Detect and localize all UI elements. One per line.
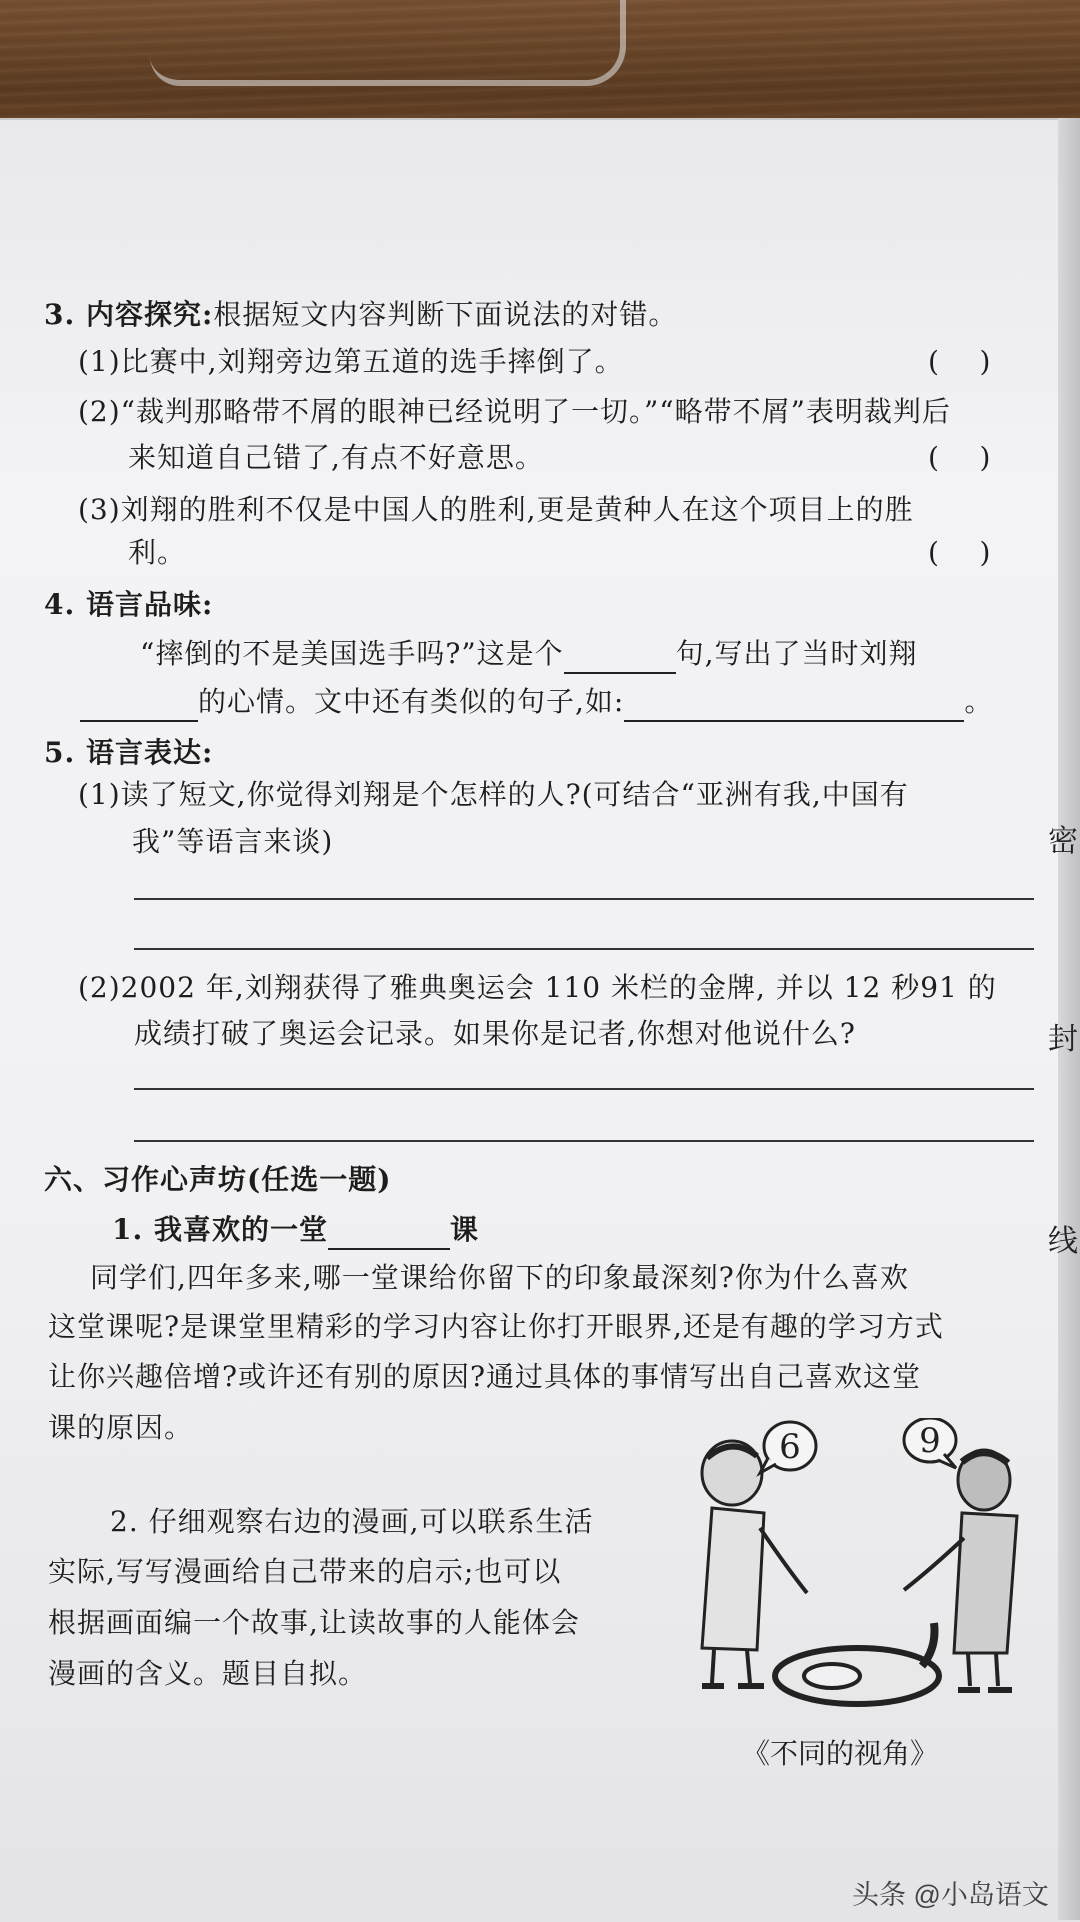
q3-item3-line2: 利。: [128, 536, 187, 569]
q4-blank-sentence-type[interactable]: [564, 642, 676, 674]
q3-item1-line1: (1)比赛中,刘翔旁边第五道的选手摔倒了。: [78, 345, 624, 378]
topic1-text-line4: 课的原因。: [48, 1411, 194, 1444]
comic-ground-number: [775, 1623, 939, 1704]
q3-item2-answer[interactable]: ( ): [928, 441, 992, 474]
q3-item2-line2: 来知道自己错了,有点不好意思。: [128, 441, 544, 474]
section6-topic1-title: [112, 1210, 479, 1250]
topic2-text-line1: 2. 仔细观察右边的漫画,可以联系生活: [110, 1505, 594, 1538]
q5-item2-answer-line-2[interactable]: [134, 1140, 1034, 1142]
q3-item1-answer[interactable]: ( ): [928, 345, 992, 378]
comic-left-person: [702, 1441, 807, 1686]
q3-item2-line1: (2)“裁判那略带不屑的眼神已经说明了一切。”“略带不屑”表明裁判后: [78, 395, 951, 428]
q5-item2-line2: 成绩打破了奥运会记录。如果你是记者,你想对他说什么?: [134, 1017, 856, 1050]
q5-title: 5. 语言表达:: [44, 736, 214, 769]
q3-prompt: 根据短文内容判断下面说法的对错。: [213, 298, 678, 331]
topic2-text-line2: 实际,写写漫画给自己带来的启示;也可以: [48, 1555, 562, 1588]
q3-item3-answer[interactable]: ( ): [928, 536, 992, 569]
topic2-text-line3: 根据画面编一个故事,让读故事的人能体会: [48, 1606, 580, 1639]
topic1-title-text-a: 1. 我喜欢的一堂: [112, 1213, 328, 1246]
q5-item1-answer-line-1[interactable]: [134, 898, 1034, 900]
comic-caption: 《不同的视角》: [742, 1737, 939, 1770]
topic1-title-text-b: 课: [449, 1213, 479, 1246]
q3-title: 3. 内容探究:: [44, 298, 214, 331]
watermark: 头条 @小岛语文: [852, 1880, 1049, 1910]
q4-line1-text-b: 句,写出了当时刘翔: [675, 637, 918, 670]
q4-line2: [80, 682, 993, 722]
q5-item1-line1: (1)读了短文,你觉得刘翔是个怎样的人?(可结合“亚洲有我,中国有: [78, 778, 909, 811]
margin-mark-envelope: 封: [1048, 1022, 1078, 1057]
q5-item1-line2: 我”等语言来谈): [132, 825, 334, 858]
comic-left-speech-bubble: [760, 1422, 816, 1473]
comic-right-bubble-number: 9: [919, 1421, 941, 1461]
topic2-text-line4: 漫画的含义。题目自拟。: [48, 1657, 368, 1690]
q4-line2-text-b: 。: [964, 685, 994, 718]
q4-blank-mood[interactable]: [80, 690, 198, 722]
q3-item3-line1: (3)刘翔的胜利不仅是中国人的胜利,更是黄种人在这个项目上的胜: [78, 493, 914, 526]
comic-illustration: [672, 1418, 1032, 1708]
margin-mark-line: 线: [1048, 1224, 1078, 1259]
topic1-text-line2: 这堂课呢?是课堂里精彩的学习内容让你打开眼界,还是有趣的学习方式: [48, 1310, 944, 1343]
topic1-text-line1: 同学们,四年多来,哪一堂课给你留下的印象最深刻?你为什么喜欢: [90, 1261, 909, 1294]
q3-heading: [44, 295, 677, 335]
q5-item2-answer-line-1[interactable]: [134, 1088, 1034, 1090]
comic-right-speech-bubble: [904, 1418, 956, 1468]
topic1-blank-subject[interactable]: [328, 1218, 450, 1250]
comic-left-bubble-number: 6: [779, 1427, 801, 1467]
q5-item2-line1: (2)2002 年,刘翔获得了雅典奥运会 110 米栏的金牌, 并以 12 秒91 的: [78, 971, 997, 1004]
section6-title: 六、习作心声坊(任选一题): [44, 1163, 392, 1196]
margin-mark-seal: 密: [1048, 824, 1078, 859]
desk-scrawl: [150, 0, 626, 86]
q4-line1: [140, 634, 918, 674]
topic1-text-line3: 让你兴趣倍增?或许还有别的原因?通过具体的事情写出自己喜欢这堂: [48, 1360, 922, 1393]
comic-right-person: [904, 1450, 1017, 1690]
q4-line1-text-a: “摔倒的不是美国选手吗?”这是个: [140, 637, 564, 670]
q5-item1-answer-line-2[interactable]: [134, 948, 1034, 950]
q4-title: 4. 语言品味:: [44, 588, 214, 621]
q4-line2-text-a: 的心情。文中还有类似的句子,如:: [198, 685, 625, 718]
q4-blank-example[interactable]: [624, 690, 964, 722]
